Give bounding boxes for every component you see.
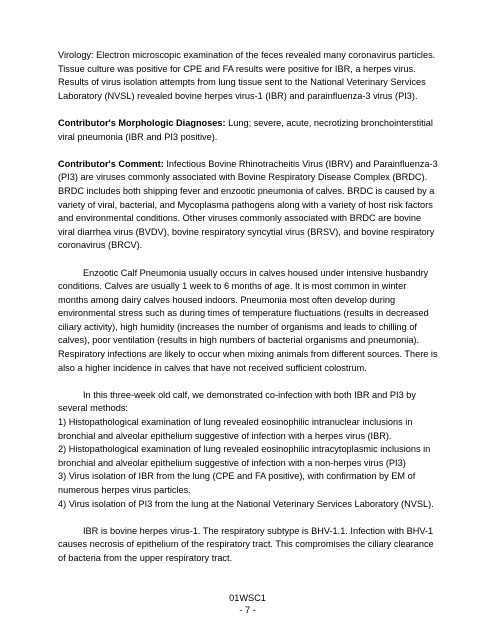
virology-paragraph [58, 49, 438, 103]
comment-paragraph [58, 158, 438, 253]
diagnoses-paragraph [58, 117, 438, 144]
comment-text: Infectious Bovine Rhinotracheitis Virus (IBRV) and Parainfluenza-3 (PI3) are viruses commonly associated with Bovine Respiratory Disease Complex (BRDC). BRDC includes both shipping fever and enzootic pneumonia of calves. BRDC is caused by a variety of viral, bacterial, and Mycoplasma pathogens along with a variety of host risk factors and environmental conditions. Other viruses commonly associated with BRDC are bovine viral diarrhea virus (BVDV), bovine respiratory syncytial virus (BRSV), and bovine respiratory coronavirus (BRCV). [58, 158, 438, 251]
virology-label: Virology: [58, 50, 94, 60]
coinfection-intro: In this three-week old calf, we demonstrated co-infection with both IBR and PI3 by several methods: [58, 389, 416, 414]
virology-text: Electron microscopic examination of the feces revealed many coronavirus particles. Tissue culture was positive for CPE and FA results were positive for IBR, a herpes virus. Results of virus isolation attempts from lung tissue sent to the National Veterinary Services Laboratory (NVSL) revealed bovine herpes virus-1 (IBR) and parainfluenza-3 virus (PI3). [58, 50, 436, 101]
list-item: 1) Histopathological examination of lung revealed eosinophilic intranuclear inclusions in bronchial and alveolar epithelium suggestive of infection with a herpes virus (IBR). [58, 417, 413, 441]
document-page [58, 49, 438, 579]
enzootic-paragraph: Enzootic Calf Pneumonia usually occurs in calves housed under intensive husbandry conditions. Calves are usually 1 week to 6 months of age. It is most common in winter months among dairy calves housed indoors. Pneumonia most often develop during environmental stress such as during times of temperature fluctuations (results in decreased ciliary activity), high humidity (increases the number of organisms and leads to chilling of calves), poor ventilation (results in high numbers of bacterial organisms and pneumonia). Respiratory infections are likely to occur when mixing animals from different sources. There is also a higher incidence in calves that have not received sufficient colostrum. [58, 267, 438, 373]
ibr-paragraph: IBR is bovine herpes virus-1. The respiratory subtype is BHV-1.1. Infection with BHV-1 causes necrosis of epithelium of the respiratory tract. This compromises the ciliary clearance of bacteria from the upper respiratory tract. [58, 525, 434, 563]
comment-label: Contributor's Comment: [58, 158, 164, 169]
document-code: 01WSC1 [229, 593, 266, 603]
diagnoses-text: Lung; severe, acute, necrotizing bronchointerstitial viral pneumonia (IBR and PI3 positive). [58, 117, 433, 142]
methods-list [58, 416, 438, 511]
list-item: 2) Histopathological examination of lung revealed eosinophilic intracytoplasmic inclusions in bronchial and alveolar epithelium suggestive of infection with a non-herpes virus (PI3) [58, 444, 431, 468]
diagnoses-label: Contributor's Morphologic Diagnoses: [58, 117, 226, 128]
list-item: 3) Virus isolation of IBR from the lung (CPE and FA positive), with confirmation by EM of numerous herpes virus particles. [58, 471, 416, 495]
page-number: - 7 - [239, 605, 256, 615]
list-item: 4) Virus isolation of PI3 from the lung at the National Veterinary Services Laboratory (NVSL). [58, 498, 434, 509]
